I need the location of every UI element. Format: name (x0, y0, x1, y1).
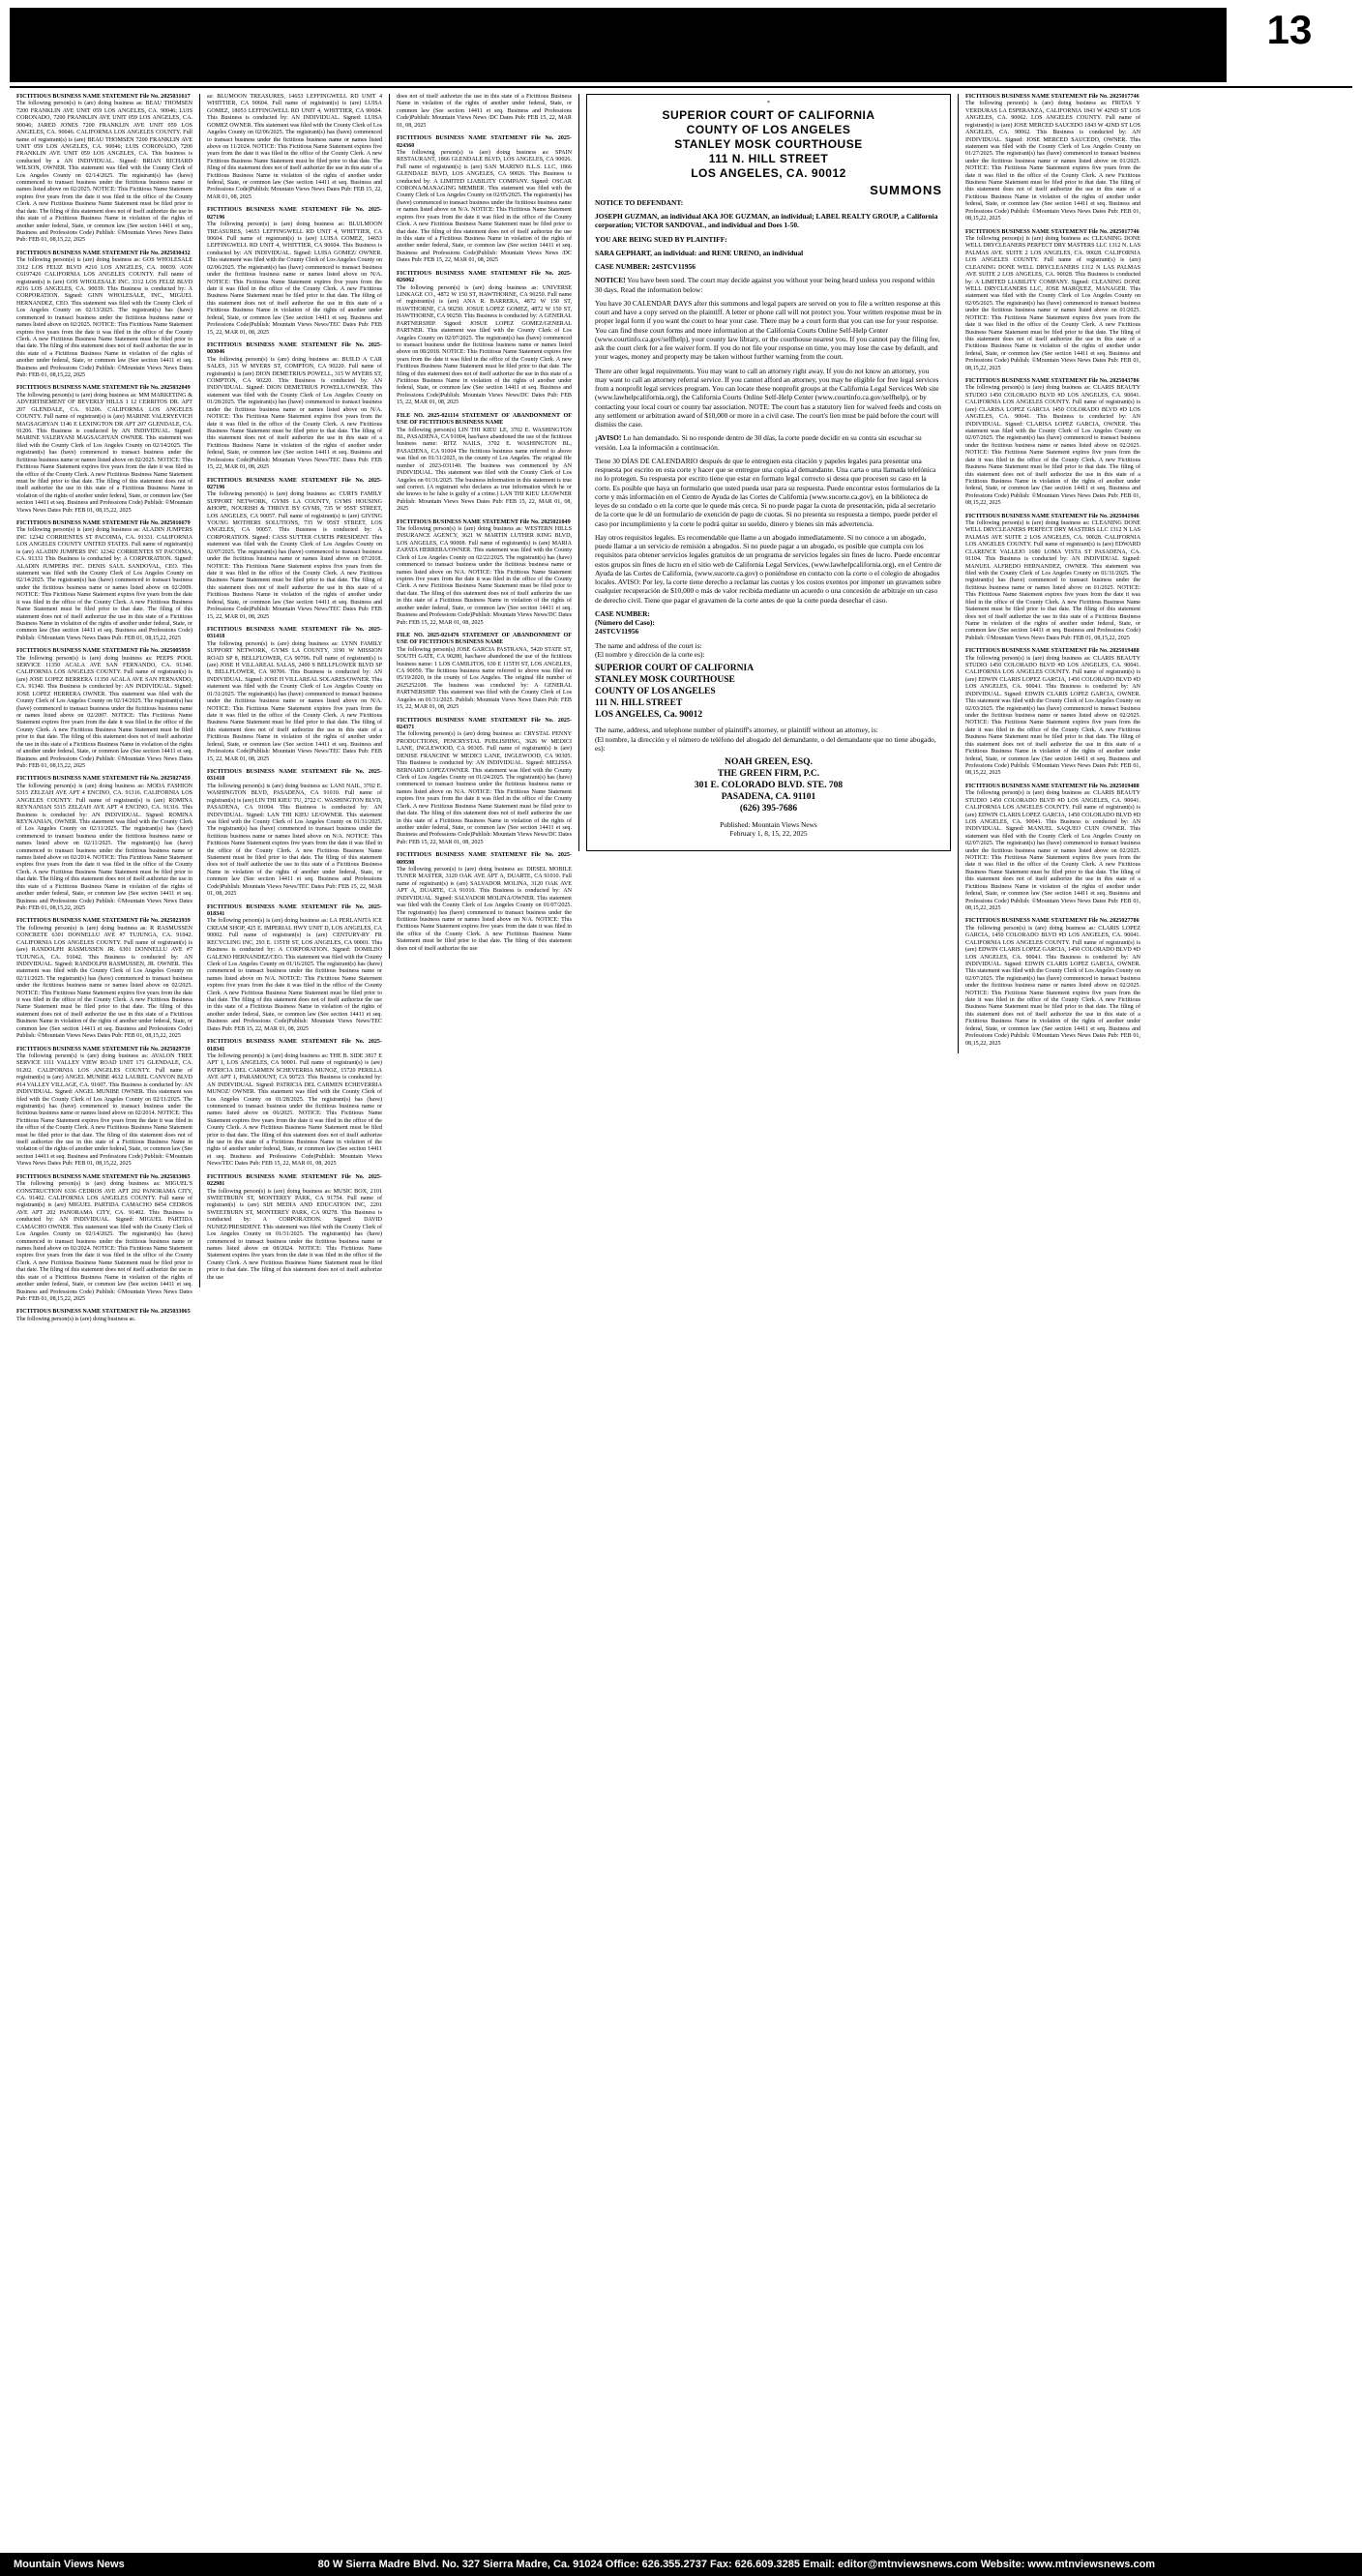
summons-word: SUMMONS (870, 182, 942, 197)
court-address-line-5: LOS ANGELES, Ca. 90012 (595, 709, 703, 720)
attorney-address: 301 E. COLORADO BLVD. STE. 708 (694, 780, 844, 790)
notice (397, 135, 572, 265)
attorney-label-spanish: (El nombre, la dirección y el número de teléfono del abogado del demandante, o del demandante que no tiene abogado, es): (595, 734, 936, 753)
attorney-firm: THE GREEN FIRM, P.C. (717, 769, 820, 779)
notice-body: The following person(s) is (are) doing business as: CURTS FAMILY SUPPORT NETWORK, GYMS LA COUNTY, GYMS HOUSING &HOPE, NOURISH & THRIVE BY GYMS, 735 W 95ST STREET, LOS ANGELES, CA 90057. Full name of registrant(s) is (are) GIVING YOUNG MOTHERS SOLUTIONS, 735 W 95ST STREET, LOS ANGELES, CA 90057. This Business is conducted by: A CORPORATION. Signed: CASS SUTTER CURTIS PRESIDENT. This statement was filed with the County Clerk of Los Angeles County on 02/07/2025. The registrant(s) has (have) commenced to transact business under the fictitious business name or names listed above on 07/2018. NOTICE: This Fictitious Name Statement expires five years from the date it was filed in the office of the County Clerk. A new Fictitious Business Name Statement must be filed prior to that date. The filing of this statement does not of itself authorize the use in this state of a Fictitious Business Name in violation of the rights of another under federal, State, or common law (See section 14411 et seq. Business and Professions Code)Publish: Mountain Views News/TEC Dates Pub: FEB 15, 22, MAR 01, 08, 2025 (207, 491, 382, 620)
notice (397, 718, 572, 847)
notice-body: The following person(s) JOSE GARCIA PASTRANA, 5420 STATE ST, SOUTH GATE, CA 90280, has/have abandoned the use of the fictitious business name: 1 LOS CAMILITOS, 630 E 115TH ST, LOS ANGELES, CA 90059. The fictitious business name referred to above was filed on 05/19/2020, in the county of Los Angeles. The original file number of 2025252108. The business was conducted by: A GENERAL PARTNERSHIP. This statement was filed with the County Clerk of Los Angeles on 01/31/2025. Publish: Mountain Views News Dates Pub: FEB 15, 22, MAR 01, 08, 2025 (397, 646, 572, 711)
notice-heading: FICTITIOUS BUSINESS NAME STATEMENT File No. 2025029739 (16, 1046, 191, 1052)
notice-body: The following person(s) is (are) doing business as: AVALON TREE SERVICE 1111 VALLEY VIEW ROAD UNIT 171 GLENDALE, CA. 91202. CALIFORNIA LOS ANGELES COUNTY. Full name of registrant(s) is (are) ANGEL MUNIBE 4632 LAUREL CANYON BLVD #14 VALLEY VILLAGE, CA. 91607. This Business is conducted by: AN INDIVIDUAL. Signed: ANGEL MUNIBE OWNER. This statement was filed with the County Clerk of Los Angeles County on 02/11/2025. The registrant(s) has (have) commenced to transact business under the fictitious business name or names listed above on 02/2014. NOTICE: This Fictitious Name Statement expires five years from the date it was filed in the office of the County Clerk. A new Fictitious Business Name Statement must be filed prior to that date. The filing of this statement does not of itself authorize the use in this state of a Fictitious Business Name in violation of the rights of another under federal, State, or common law (See section 14411 et seq. Business and Professions Code) Publish: ©Mountain Views News Dates Pub: FEB 01, 08,15,22, 2025 (16, 1053, 192, 1168)
notice (397, 633, 572, 712)
attorney-phone: (626) 395-7686 (739, 803, 798, 814)
notice-heading: FICTITIOUS BUSINESS NAME STATEMENT File No. 2025-031418 (207, 768, 382, 783)
notice-heading: FICTITIOUS BUSINESS NAME STATEMENT File No. 2025033065 (16, 1309, 191, 1316)
notice-heading: FICTITIOUS BUSINESS NAME STATEMENT File No. 2025027459 (16, 776, 191, 783)
notice (207, 627, 382, 763)
notice-columns (10, 94, 1352, 1329)
notice (207, 342, 382, 472)
notice-body: The following person(s) is (are) doing business as: LYNN FAMILY SUPPORT NETWORK, GYMS LA COUNTY, 3190 W MISSION ROAD SP 8, BELLFLOWER, CA 90706. Full name of registrant(s) is (are) JOSE H VILLAREAL SALAS, 2400 S BELLFLOWER BLVD SP 8, BELLFLOWER, CA 90706. This Business is conducted by: AN INDIVIDUAL. Signed: JOSE H VILLAREAL SOLARES/OWNER. This statement was filed with the County Clerk of Los Angeles County on 01/31/2025. The registrant(s) has (have) commenced to transact business under the fictitious business name or names listed above on N/A. NOTICE: This Fictitious Name Statement expires five years from the date it was filed in the office of the County Clerk. A new Fictitious Business Name Statement must be filed prior to that date. The filing of this statement does not of itself authorize the use in this state of a Fictitious Business Name in violation of the rights of another under federal, State, or common law (See section 14411 et seq. Business and Professions Code)Publish: Mountain Views News/TEC Dates Pub: FEB 15, 22, MAR 01, 08, 2025 (207, 640, 382, 762)
notice-body: The following person(s) is (are) doing business as: BLULMOON TREASURES, 14653 LEFFINGWELL RD UNIT 4, WHITTIER, CA 90604. Full name of registrant(s) is (are) LUISA GOMEZ, 14653 LEFFINGWELL RD UNIT 4, WHITTIER, CA 90604. This Business is conducted by: AN INDIVIDUAL. Signed: LUISA GOMEZ/ OWNER. This statement was filed with the County Clerk of Los Angeles County on 02/06/2025. The registrant(s) has (have) commenced to transact business under the fictitious business name or names listed above on N/A. NOTICE: This Fictitious Name Statement expires five years from the date it was filed in the office of the County Clerk. A new Fictitious Business Name Statement must be filed prior to that date. The filing of this statement does not of itself authorize the use in this state of a Fictitious Business Name in violation of the rights of another under federal, State, or common law (See section 14411 et seq. Business and Professions Code)Publish: Mountain Views News/TEC Dates Pub: FEB 15, 22, MAR 01, 08, 2025 (207, 222, 382, 336)
notice-body: The following person(s) is (are) doing business as: DIESEL MOBILE TUNER MASTER, 3120 OAK AVE APT A, DUARTE, CA 91010. Full name of registrant(s) is (are) SALVADOR MOLINA, 3120 OAK AVE APT A, DUARTE, CA 91010. This Business is conducted by: AN INDIVIDUAL. Signed: SALVADOR MOLINA/OWNER. This statement was filed with the County Clerk of Los Angeles County on 01/07/2025. The registrant(s) has (have) commenced to transact business under the fictitious business name or names listed above on N/A. NOTICE: This Fictitious Name Statement expires five years from the date it was filed in the office of the County Clerk. A new Fictitious Business Name Statement must be filed prior to that date. The filing of this statement does not of itself authorize the use (397, 867, 572, 952)
column-summons (578, 94, 958, 851)
notice (397, 271, 572, 407)
notice (397, 94, 572, 130)
notice-body: The following person(s) is (are) doing business as: UNIVERSE LINKAGE CO., 4872 W 150 ST, HAWTHORNE, CA 90250. Full name of registrant(s) is (are) ANA R. BARRERA, 4872 W 150 ST, HAWTHORNE, CA 90250. JOSUE LOPEZ GOMEZ, 4872 W 150 ST, HAWTHORNE, CA 90250. This Business is conducted by: A GENERAL PARTNERSHIP. Signed: JOSUE LOPEZ GOMEZ/GENERAL PARTNER. This statement was filed with the County Clerk of Los Angeles County on 02/07/2025. The registrant(s) has (have) commenced to transact business under the fictitious business name or names listed above on 08/2018. NOTICE: This Fictitious Name Statement expires five years from the date it was filed in the office of the County Clerk. A new Fictitious Business Name Statement must be filed prior to that date. The filing of this statement does not of itself authorize the use in this state of a Fictitious Business Name in violation of the rights of another under federal, State, or common law (See section 14411 et seq. Business and Professions Code)Publish: Mountain Views News/DC Dates Pub: FEB 15, 22, MAR 01, 08, 2025 (397, 284, 572, 406)
case-number-label-2: CASE NUMBER: (595, 608, 650, 618)
notice-heading: FICTITIOUS BUSINESS NAME STATEMENT File No. 2025041946 (965, 513, 1140, 519)
notice (16, 385, 192, 515)
notice-body: The following person(s) is (are) doing business as: CLEANING DONE WELL DRYCLEANERS PERFECT DRY MASTERS LLC 1312 N LAS PALMAS AVE SUITE 2 LOS ANGELES, CA. 90028. CALIFORNIA LOS ANGELES COUNTY. Full name of registrant(s) is (are) EDWARD CLARENCE VALLEJO 1680 LOMA VISTA ST PASADENA, CA. 91104. This Business is conducted by: AN INDIVIDUAL Signed: MANUEL ALFREDO HERNANDEZ, OWNER. This statement was filed with the County Clerk of Los Angeles County on 01/31/2025. The registrant(s) has (have) commenced to transact business under the fictitious business name or names listed above on 01/2025. NOTICE: This Fictitious Name Statement expires five years from the date it was filed in the office of the County Clerk. A new Fictitious Business Name Statement must be filed prior to that date. The filing of this statement does not of itself authorize the use in this state of a Fictitious Business Name in violation of the rights of another under federal, State, or common law (See section 14411 et seq. Business and Professions Code) Publish: ©Mountain Views News Dates Pub: FEB 01, 08,15,22, 2025 (965, 520, 1140, 641)
page-number-box (1227, 8, 1352, 82)
column-3 (389, 94, 578, 959)
notice-heading: FICTITIOUS BUSINESS NAME STATEMENT File No. 2025043786 (965, 378, 1140, 385)
footer-contact-info: 80 W Sierra Madre Blvd. No. 327 Sierra Madre, Ca. 91024 Office: 626.355.2737 Fax: 626.609.3285 Email: editor@mtnviewsnews.com Website: www.mtnviewsnews.com (317, 2559, 1156, 2570)
notice-heading: FICTITIOUS BUSINESS NAME STATEMENT File No. 2025-022981 (207, 1173, 382, 1188)
notice (207, 1039, 382, 1169)
summons-court-line-5: LOS ANGELES, CA. 90012 (691, 165, 846, 180)
notice (207, 478, 382, 621)
notice-heading: FICTITIOUS BUSINESS NAME STATEMENT File No. 2025019488 (965, 783, 1140, 789)
notice (207, 207, 382, 337)
notice-body: The following person(s) is (are) doing business as: GOS WHOLESALE 3312 LOS FELIZ BLVD #216 LOS ANGELES, CA. 90039. AON C6197426 CALIFORNIA LOS ANGELES COUNTY. Full name of registrant(s) is (are) GOS WHOLESALE INC. 3312 LOS FELIZ BLVD #216 LOS ANGELES, CA. 90039. This Business is conducted by: A CORPORATION. Signed: GINN WHOLESALE, INC., MIGUEL HERNANDEZ, CEO. This statement was filed with the County Clerk of Los Angeles County on 02/13/2025. The registrant(s) has (have) commenced to transact business under the fictitious business name or names listed above on 02/2025. NOTICE: This Fictitious Name Statement expires five years from the date it was filed in the office of the County Clerk. A new Fictitious Business Name Statement must be filed prior to that date. The filing of this statement does not of itself authorize the use in this state of a Fictitious Business Name in violation of the rights of another under federal, State, or common law (See section 14411 et seq. Business and Professions Code) Publish: ©Mountain Views News Dates Pub: FEB 01, 08,15,22, 2025 (16, 257, 192, 379)
notice (207, 769, 382, 899)
case-number-label-spanish: (Número del Caso): (595, 618, 655, 627)
notice (965, 94, 1140, 223)
attorney-label: The name, address, and telephone number of plaintiff's attorney, or plaintiff without an attorney, is: (595, 725, 878, 735)
notice (16, 94, 192, 245)
notice-body: as: BLUMOON TREASURES, 14653 LEFFINGWELL RD UNIT 4 WHITTIER, CA 90604. Full name of registrant(s) is (are) LUISA GOMEZ, 18053 LEFFINGWELL RD UNIT 4, WHITTIER, CA 90604. This Business is conducted by: AN INDIVIDUAL. Signed: LUISA GOMEZ OWNER. This statement was filed with the County Clerk of Los Angeles County on 02/06/2025. The registrant(s) has (have) commenced to transact business under the fictitious business name or names listed above on 11/2024. NOTICE: This Fictitious Name Statement expires five years from the date it was filed in the office of the County Clerk. A new Fictitious Business Name Statement must be filed prior to that date. The filing of this statement does not of itself authorize the use in this state of a Fictitious Business Name in violation of the rights of another under federal, State, or common law (See section 14411 et seq. Business and Professions Code)Publish: Mountain Views News Dates Pub: FEB 15, 22, MAR 01, 08, 2025 (207, 94, 382, 200)
masthead-divider (10, 86, 1352, 88)
notice (16, 520, 192, 642)
notice-heading: FICTITIOUS BUSINESS NAME STATEMENT File No. 2025-026062 (397, 270, 572, 284)
masthead (10, 8, 1352, 82)
notice (16, 251, 192, 380)
notice-body: The following person(s) is (are) doing business as: CLARIS LOPEZ GARCIA, 1450 COLORADO BLVD #D LOS ANGELES, CA. 90041. CALIFORNIA LOS ANGELES COUNTY. Full name of registrant(s) is (are) EDWIN CLARIS LOPEZ GARCIA, 1450 COLORADO BLVD #D LOS ANGELES, CA. 90041. This Business is conducted by: AN INDIVIDUAL. Signed: EDWIN CLARIS LOPEZ GARCIA, OWNER. This statement was filed with the County Clerk of Los Angeles County on 02/07/2025. The registrant(s) has (have) commenced to transact business under the fictitious business name or names listed above on 02/2025. NOTICE: This Fictitious Name Statement expires five years from the date it was filed in the office of the County Clerk. A new Fictitious Business Name Statement must be filed prior to that date. The filing of this statement does not of itself authorize the use in this state of a Fictitious Business Name in violation of the rights of another under federal, State, or common law (See section 14411 et seq. Business and Professions Code) Publish: ©Mountain Views News Dates Pub: FEB 01, 08,15,22, 2025 (965, 925, 1140, 1047)
notice-heading: FICTITIOUS BUSINESS NAME STATEMENT File No. 2025-018341 (207, 903, 382, 917)
notice-heading: FICTITIOUS BUSINESS NAME STATEMENT File No. 2025-027196 (207, 477, 382, 490)
publish-line: Published: Mountain Views News (720, 819, 817, 829)
case-number-value: 24STCV11956 (651, 262, 696, 271)
notice-heading: FILE NO. 2025-021476 STATEMENT OF ABANDONMENT OF USE OF FICTITIOUS BUSINESS NAME (397, 632, 572, 646)
notice (16, 918, 192, 1040)
notice-body: The following person(s) is (are) doing business as: LA PERLANITA ICE CREAM SHOP, 425 E. IMPERIAL HWY UNIT D, LOS ANGELES, CA 90002. Full name of registrant(s) is (are) CENTURY-RY FR RECYCLING INC, 293 E. 135TH ST, LOS ANGELES, CA 90001. This Business is conducted by: A CORPORATION. Signed: DOMILDO GALENO HERNANDEZ/CEO. This statement was filed with the County Clerk of Los Angeles County on 01/16/2025. The registrant(s) has (have) commenced to transact business under the fictitious business name or names listed above on N/A. NOTICE: This Fictitious Name Statement expires five years from the date it was filed in the office of the County Clerk. A new Fictitious Business Name Statement must be filed prior to that date. The filing of this statement does not of itself authorize the use in this state of a Fictitious Business Name in violation of the rights of another under federal, State, or common law (See section 14411 et seq. Business and Professions Code)Publish: Mountain Views News/TEC Dates Pub: FEB 15, 22, MAR 01, 08, 2025 (207, 918, 382, 1032)
notice-heading: FICTITIOUS BUSINESS NAME STATEMENT File No. 2025027786 (965, 918, 1140, 925)
notice (207, 904, 382, 1034)
notice (207, 94, 382, 201)
notice-body: The following person(s) is (are) doing business as: SPAIN RESTAURANT, 1866 GLENDALE BLVD, LOS ANGELES, CA 90026. Full name of registrant(s) is (are) SAN MARINO B.L.S. LLC, 1866 GLENDALE BLVD, LOS ANGELES, CA 90026. This Business is conducted by: A LIMITED LIABILITY COMPANY. Signed: OSCAR CORONA/MANAGING MEMBER. This statement was filed with the County Clerk of Los Angeles County on 02/05/2025. The registrant(s) has (have) commenced to transact business under the fictitious business name or names listed above on N/A. NOTICE: This Fictitious Name Statement expires five years from the date it was filed in the office of the County Clerk. A new Fictitious Business Name Statement must be filed prior to that date. The filing of this statement does not of itself authorize the use in this state of a Fictitious Business Name in violation of the rights of another under federal, State, or common law (See section 14411 et seq. Business and Professions Code)Publish: Mountain Views News /DC Dates Pub: FEB 15, 22, MAR 01, 08, 2025 (397, 149, 572, 264)
column-1 (10, 94, 199, 1329)
page-number: 13 (1266, 7, 1313, 52)
masthead-subtitle: Mountain View News Saturday, February 15, 2025 (921, 60, 1215, 74)
notice (16, 648, 192, 770)
notice-heading: FICTITIOUS BUSINESS NAME STATEMENT File No. 2025005959 (16, 648, 191, 655)
notice-body: The following person(s) is (are) doing business as: MODA FASHION 5315 ZELZAH AVE APT 4 ENCINO, CA. 91316. CALIFORNIA LOS ANGELES COUNTY. Full name of registrant(s) is (are) ROMINA REYNANIAN 5315 ZELZAH AVE APT 4 ENCINO, CA. 91316. This Business is conducted by: AN INDIVIDUAL. Signed: ROMINA REYNANIAN, OWNER. This statement was filed with the County Clerk of Los Angeles County on 02/11/2025. The registrant(s) has (have) commenced to transact business under the fictitious business name or names listed above on 02/11/2025. The registrant(s) has (have) commenced to transact business under the fictitious business name or names listed above on 02/2014. NOTICE: This Fictitious Name Statement expires five years from the date it was filed in the office of the County Clerk. A new Fictitious Business Name Statement must be filed prior to that date. The filing of this statement does not of itself authorize the use in this state of a Fictitious Business Name in violation of the rights of another under federal, State, or common law (See section 14411 et seq. Business and Professions Code) Publish: ©Mountain Views News Dates Pub: FEB 01, 08,15,22, 2025 (16, 783, 192, 911)
court-address-label-spanish: (El nombre y dirección de la corte es): (595, 649, 705, 659)
case-number-value-2: 24STCV11956 (595, 627, 639, 637)
notice (965, 918, 1140, 1048)
notice (16, 1047, 192, 1169)
footer-publication-name: Mountain Views News (14, 2559, 125, 2570)
summons-paragraph-1: You have 30 CALENDAR DAYS after this summons and legal papers are served on you to file a written response at this court and have a copy served on the plaintiff. A letter or phone call will not protect you. Your written response must be in proper legal form if you want the court to hear your case. There may be a court form that you can use for your response. You can find these court forms and more information at the California Courts Online Self-Help Center (www.courtinfo.ca.gov/selfhelp), your county law library, or the courthouse nearest you. If you cannot pay the filing fee, ask the court clerk for a fee waiver form. If you do not file your response on time, you may lose the case by default, and your wages, money and property may be taken without further warning from the court. (595, 298, 942, 362)
summons-court-line-1: SUPERIOR COURT OF CALIFORNIA (662, 107, 875, 122)
masthead-banner (10, 8, 1227, 82)
notice-body: The following person(s) is (are) doing business as: LANI NAIL, 3702 E. WASHINGTON BLVD, PASADENA, CA 91010. Full name of registrant(s) is (are) LIN THI KIEU TU, 2722 C. WASHINGTON BLVD, PASADENA, CA 91004. This Business is conducted by: AN INDIVIDUAL. Signed: LAN THI KIEU LE/OWNER. This statement was filed with the County Clerk of Los Angeles County on 01/31/2025. The registrant(s) has (have) commenced to transact business under the fictitious business name or names listed above on N/A. NOTICE: This Fictitious Name Statement expires five years from the date it was filed in the office of the County Clerk. A new Fictitious Business Name Statement must be filed prior to that date. The filing of this statement does not of itself authorize the use in this state of a Fictitious Business Name in violation of the rights of another under federal, State, or common law (See section 14411 et seq. Business and Professions Code)Publish: Mountain Views News/TEC Dates Pub: FEB 15, 22, MAR 01, 08, 2025 (207, 783, 382, 898)
notice-body: The following person(s) is (are) doing business as: CRYSTAL PENNY PRODUCTIONS, PENCRYSTAL PUBLISHING, 3626 W MEDICI LANE, INGLEWOOD, CA 90305. Full name of registrant(s) is (are) DENISE FRANCINE W MEDICI LANE, INGLEWOOD, CA 90305. This Business is conducted by: AN INDIVIDUAL. Signed: MELISSA BERNARD LOPEZ/OWNER. This statement was filed with the County Clerk of Los Angeles County on 01/24/2025. The registrant(s) has (have) commenced to transact business under the fictitious business name or names listed above on N/A. NOTICE: This Fictitious Name Statement expires five years from the date it was filed in the office of the County Clerk. A new Fictitious Business Name Statement must be filed prior to that date. The filing of this statement does not of itself authorize the use in this state of a Fictitious Business Name in violation of the rights of another under federal, State, or common law (See section 14411 et seq. Business and Professions Code)Publish: Mountain Views News/DC Dates Pub: FEB 15, 22, MAR 01, 08, 2025 (397, 731, 572, 845)
notice-body: The following person(s) is (are) doing business as: R RASMUSSEN CONCRETE 6301 DONNELLU AVE #7 TUJUNGA, CA. 91042. CALIFORNIA LOS ANGELES COUNTY. Full name of registrant(s) is (are) RANDOLPH RASMUSSEN JR. 6301 DONNELLU AVE #7 TUJUNGA, CA. 91042. This Business is conducted by: AN INDIVIDUAL. Signed: RANDOLPH RASMUSSEN, JR. OWNER. This statement was filed with the County Clerk of Los Angeles County on 02/11/2025. The registrant(s) has (have) commenced to transact business under the fictitious business name or names listed above on 02/2025. NOTICE: This Fictitious Name Statement expires five years from the date it was filed in the office of the County Clerk. A new Fictitious Business Name Statement must be filed prior to that date. The filing of this statement does not of itself authorize the use in this state of a Fictitious Business Name in violation of the rights of another under federal, State, or common law (See section 14411 et seq. Business and Professions Code) Publish: ©Mountain Views News Dates Pub: FEB 01, 08,15,22, 2025 (16, 925, 192, 1040)
notice-heading: FICTITIOUS BUSINESS NAME STATEMENT File No. 2025-027196 (207, 207, 382, 221)
notice-intro-text: You have been sued. The court may decide against you without your being heard unless you respond within 30 days. Read the information below: (595, 276, 935, 294)
notice-heading: FICTITIOUS BUSINESS NAME STATEMENT File No. 2025-018341 (207, 1039, 382, 1052)
notice-heading: FICTITIOUS BUSINESS NAME STATEMENT File No. 2025-031418 (207, 626, 382, 640)
legal-notices-page (0, 8, 1362, 2576)
notice-body: The following person(s) is (are) doing business as: MIGUEL'S CONSTRUCTION 6336 CEDROS AVE APT 202 PANORAMA CITY, CA. 91402. CALIFORNIA LOS ANGELES COUNTY. Full name of registrant(s) is (are) MIGUEL PARTIDA CAMACHO 8454 CEDROS AVE APT 202 PANORAMA CITY, CA. 91402. This Business is conducted by: AN INDIVIDUAL. Signed: MIGUEL PARTIDA CAMACHO OWNER. This statement was filed with the County Clerk of Los Angeles County on 02/14/2025. The registrant(s) has (have) commenced to transact business under the fictitious business name or names listed above on 02/2024. NOTICE: This Fictitious Name Statement expires five years from the date it was filed in the office of the County Clerk. A new Fictitious Business Name Statement must be filed prior to that date. The filing of this statement does not of itself authorize the use in this state of a Fictitious Business Name in violation of the rights of another under federal, State, or common law (See section 14411 et seq. Business and Professions Code) Publish: ©Mountain Views News Dates Pub: FEB 01, 08,15,22, 2025 (16, 1181, 192, 1302)
page-footer (0, 2553, 1362, 2576)
notice (965, 378, 1140, 508)
notice-body: The following person(s) is (are) doing business as: CLARIS BEAUTY STUDIO 1450 COLORADO BLVD #D LOS ANGELES, CA. 90041. CALIFORNIA LOS ANGELES COUNTY. Full name of registrant(s) is (are) EDWIN CLARIS LOPEZ GARCIA, 1450 COLORADO BLVD #D LOS ANGELES, CA. 90041. This Business is conducted by: AN INDIVIDUAL. Signed: MANUEL SAQUEO CUIN OWNER. This statement was filed with the County Clerk of Los Angeles County on 02/07/2025. The registrant(s) has (have) commenced to transact business under the fictitious business name or names listed above on 02/2025. NOTICE: This Fictitious Name Statement expires five years from the date it was filed in the office of the County Clerk. A new Fictitious Business Name Statement must be filed prior to that date. The filing of this statement does not of itself authorize the use in this state of a Fictitious Business Name in violation of the rights of another under federal, State, or common law (See section 14411 et seq. Business and Professions Code) Publish: ©Mountain Views News Dates Pub: FEB 01, 08,15,22, 2025 (965, 790, 1140, 911)
column-5 (958, 94, 1147, 1053)
notice-body: The following person(s) is (are) doing business as: WESTERN HILLS INSURANCE AGENCY, 3621 W MARTIN LUTHER KING BLVD, LOS ANGELES, CA 90008. Full name of registrant(s) is (are) MARIA ZAPATA HERRERA/OWNER. This statement was filed with the County Clerk of Los Angeles County on 02/22/2025. The registrant(s) has (have) commenced to transact business under the fictitious business name or names listed above on N/A. NOTICE: This Fictitious Name Statement expires five years from the date it was filed in the office of the County Clerk. A new Fictitious Business Name Statement must be filed prior to that date. The filing of this statement does not of itself authorize the use in this state of a Fictitious Business Name in violation of the rights of another under federal, State, or common law (See section 14411 et seq. Business and Professions Code)Publish: Mountain Views News/DC Dates Pub: FEB 15, 22, MAR 01, 08, 2025 (397, 526, 572, 626)
court-address-line-1: SUPERIOR COURT OF CALIFORNIA (595, 664, 755, 673)
notice-body: The following person(s) is (are) doing business as: CLARIS BEAUTY STUDIO 1450 COLORADO BLVD #D LOS ANGELES, CA. 90041. CALIFORNIA LOS ANGELES COUNTY. Full name of registrant(s) is (are) CLARISA LOPEZ GARCIA 1450 COLORADO BLVD #D LOS ANGELES, CA. 90041. This Business is conducted by: AN INDIVIDUAL. Signed: CLARISA LOPEZ GARCIA, OWNER. This statement was filed with the County Clerk of Los Angeles County on 02/07/2025. The registrant(s) has (have) commenced to transact business under the fictitious business name or names listed above on 02/2025. NOTICE: This Fictitious Name Statement expires five years from the date it was filed in the office of the County Clerk. A new Fictitious Business Name Statement must be filed prior to that date. The filing of this statement does not of itself authorize the use in this state of a Fictitious Business Name in violation of the rights of another under federal, State, or common law (See section 14411 et seq. Business and Professions Code) Publish: ©Mountain Views News Dates Pub: FEB 01, 08,15,22, 2025 (965, 385, 1140, 507)
summons-court-line-4: 111 N. HILL STREET (708, 151, 829, 165)
notice (397, 852, 572, 953)
summons-court-line-3: STANLEY MOSK COURTHOUSE (674, 136, 863, 151)
notice-body: The following person(s) is (are) doing business as: MUSIC BOX, 2101 SWEETBURN ST, MONTEREY PARK, CA 91754. Full name of registrant(s) is (are) SIJI MEDIA AND EDUCATION INC, 2201 SWEETBURN ST, MONTEREY PARK, CA 90278. This Business is conducted by: A CORPORATION. Signed: DAVID NUNEZ/PRESIDENT. This statement was filed with the County Clerk of Los Angeles County on 01/31/2025. The registrant(s) has (have) commenced to transact business under the fictitious business name or names listed above on 08/2024. NOTICE: This Fictitious Name Statement expires five years from the date it was filed in the office of the County Clerk. A new Fictitious Business Name Statement must be filed prior to that date. The filing of this statement does not of itself authorize the use (207, 1188, 382, 1281)
notice (965, 229, 1140, 372)
notice (965, 648, 1140, 778)
defendant-names: JOSEPH GUZMAN, an individual AKA JOE GUZMAN, an individual; LABEL REALTY GROUP, a California corporation; VICTOR SANDOVAL, and individual and Does 1-50. (595, 212, 938, 230)
notice (397, 413, 572, 514)
court-address-line-2: STANLEY MOSK COURTHOUSE (595, 674, 735, 685)
summons-notice (586, 94, 951, 851)
notice-heading: FICTITIOUS BUSINESS NAME STATEMENT File No. 2025-024371 (397, 717, 572, 731)
you-are-being-sued-label: YOU ARE BEING SUED BY PLAINTIFF: (595, 234, 727, 244)
summons-court-line-2: COUNTY OF LOS ANGELES (686, 122, 851, 136)
notice-to-defendant-label: NOTICE TO DEFENDANT: (595, 197, 684, 207)
notice-body: The following person(s) is (are) doing business as: CLARIS BEAUTY STUDIO 1450 COLORADO BLVD #D LOS ANGELES, CA. 90041. CALIFORNIA LOS ANGELES COUNTY. Full name of registrant(s) is (are) EDWIN CLARIS LOPEZ GARCIA, 1450 COLORADO BLVD #D LOS ANGELES, CA. 90041. This Business is conducted by: AN INDIVIDUAL. Signed: EDWIN CLARIS LOPEZ GARCIA, OWNER. This statement was filed with the County Clerk of Los Angeles County on 02/03/2025. The registrant(s) has (have) commenced to transact business under the fictitious business name or names listed above on 02/2025. NOTICE: This Fictitious Name Statement expires five years from the date it was filed in the office of the County Clerk. A new Fictitious Business Name Statement must be filed prior to that date. The filing of this statement does not of itself authorize the use in this state of a Fictitious Business Name in violation of the rights of another under federal, State, or common law (See section 14411 et seq. Business and Professions Code) Publish: ©Mountain Views News Dates Pub: FEB 01, 08,15,22, 2025 (965, 655, 1140, 777)
notice-body: does not of itself authorize the use in this state of a Fictitious Business Name in violation of the rights of another under federal, State, or common law (See section 14411 et seq. Business and Professions Code)Publish: Mountain Views News /DC Dates Pub: FEB 15, 22, MAR 01, 08, 2025 (397, 94, 572, 129)
notice-body: The following person(s) is (are) doing business as: BUILD A CAR SALES, 315 W MYERS ST, COMPTON, CA 90220. Full name of registrant(s) is (are) DION DEMETRIUS POWELL, 315 W MYERS ST, COMPTON, CA 90220. This Business is conducted by: AN INDIVIDUAL. Signed: DION DEMETRIUS POWELL/OWNER. This statement was filed with the County Clerk of Los Angeles County on 01/28/2025. The registrant(s) has (have) commenced to transact business under the fictitious business name or names listed above on N/A. NOTICE: This Fictitious Name Statement expires five years from the date it was filed in the office of the County Clerk. A new Fictitious Business Name Statement must be filed prior to that date. The filing of this statement does not of itself authorize the use in this state of a Fictitious Business Name in violation of the rights of another under federal, State, or common law (See section 14411 et seq. Business and Professions Code)Publish: Mountain Views News/TEC Dates Pub: FEB 15, 22, MAR 01, 08, 2025 (207, 356, 382, 471)
aviso-head: ¡AVISO! (595, 433, 622, 443)
aviso-intro-text: Lo han demandado. Si no responde dentro de 30 días, la corte puede decidir en su contra sin escuchar su versión. Lea la información a continuación. (595, 433, 922, 452)
notice-body: The following person(s) is (are) doing business as: BEAU THOMSEN 7200 FRANKLIN AVE UNIT 059 LOS ANGELES, CA. 90046; LUIS CORONADO, 7200 FRANKLIN AVE UNIT 059 LOS ANGELES, CA. 90046; JARED JONES 7200 FRANKLIN AVE UNIT 059 LOS ANGELES, CA. 90046. CALIFORNIA LOS ANGELES COUNTY. Full name of registrant(s) is (are) BEAU THOMSEN 7200 FRANKLIN AVE UNIT 059 LOS ANGELES, CA. 90046; LUIS CORONADO, 7200 FRANKLIN AVE UNIT 059 LOS ANGELES, CA. This business is conducted by a AN INDIVIDUAL. Signed: BRIAN RICHARD WILSON, OWNER. This statement was filed with the County Clerk of Los Angeles County on 02/14/2025. The registrant(s) has (have) commenced to transact business under the fictitious business name or names listed above on 02/2025. NOTICE: This Fictitious Name Statement expires five years from the date it was filed in the office of the County Clerk. A new Fictitious Business Name Statement must be filed prior to that date. The filing of this statement does not of itself authorize the use in this state of a Fictitious Business Name in violation of the rights of another under federal, State, or common law (See section 14411 et seq., Business and Professions Code) Publish: ©Mountain Views News Dates Pub: FEB 01, 08,15,22, 2025 (16, 101, 192, 244)
case-number-label: CASE NUMBER: (595, 262, 650, 271)
notice-heading: FICTITIOUS BUSINESS NAME STATEMENT File No. 2025-009598 (397, 852, 572, 866)
notice (16, 776, 192, 912)
notice (16, 1309, 192, 1323)
notice-body: The following person(s) is (are) doing business as: FRITAS Y VERDURAS LA ESPERANZA, CALIFORNIA 1843 W 42ND ST LOS ANGELES, CA. 90062. LOS ANGELES COUNTY. Full name of registrant(s) is (are) JOSE MERCED SAUCEDO 1843 W 42ND ST LOS ANGELES, CA. 90062. This Business is conducted by: AN INDIVIDUAL. Signed: JOSE MERCED SAUCEDO, OWNER. This statement was filed with the County Clerk of Los Angeles County on 01/27/2025. The registrant(s) has (have) commenced to transact business under the fictitious business name or names listed above on 01/2025. NOTICE: This Fictitious Name Statement expires five years from the date it was filed in the office of the County Clerk. A new Fictitious Business Name Statement must be filed prior to that date. The filing of this statement does not of itself authorize the use in this state of a Fictitious Business Name in violation of the rights of another under federal, State, or common law (See section 14411 et seq. Business and Professions Code) Publish: ©Mountain Views News Dates Pub: FEB 01, 08,15,22, 2025 (965, 101, 1140, 222)
notice-heading: FICTITIOUS BUSINESS NAME STATEMENT File No. 2025019488 (965, 648, 1140, 655)
notice-heading: FICTITIOUS BUSINESS NAME STATEMENT File No. 2025030432 (16, 250, 191, 256)
summons-form-marker: * (767, 101, 770, 106)
summons-spanish-paragraph-2: Hay otros requisitos legales. Es recomendable que llame a un abogado inmediatamente. Si no conoce a un abogado, puede llamar a un servicio de remisión a abogados. Si no puede pagar a un abogado, es posible que cumpla con los requisitos para obtener servicios legales gratuitos de un programa de servicios legales sin fines de lucro. Puede encontrar estos grupos sin fines de lucro en el sitio web de California Legal Services, (www.lawhelpcalifornia.org), en el Centro de Ayuda de las Cortes de California, (www.sucorte.ca.gov) o poniéndose en contacto con la corte o el colegio de abogados locales. AVISO: Por ley, la corte tiene derecho a reclamar las cuotas y los costos exentos por imponer un gravamen sobre cualquier recuperación de $10,000 o más de valor recibida mediante un acuerdo o una concesión de arbitraje en un caso de derecho civil. Tiene que pagar el gravamen de la corte antes de que la corte pueda desechar el caso. (595, 532, 942, 605)
notice-heading: FICTITIOUS BUSINESS NAME STATEMENT File No. 2025033065 (16, 1173, 191, 1180)
page-title: LEGAL NOTICES (439, 11, 797, 58)
notice-body: The following person(s) is (are) doing business as: ALADIN JUMPERS INC 12342 CORRIENTES ST PACOIMA, CA. 91331. CALIFORNIA LOS ANGELES COUNTY UNITED STATES. Full name of registrant(s) is (are) ALADIN JUMPERS INC 12342 CORRIENTES ST PACOIMA, CA. 91331 This Business is conducted by: A CORPORATION. Signed: ALADIN JUMPERS INC. DENIS SAUL SANDOVAL, CEO. This statement was filed with the County Clerk of Los Angeles County on 02/14/2025. The registrant(s) has (have) commenced to transact business under the fictitious business name or names listed above on 02/2009. NOTICE: This Fictitious Name Statement expires five years from the date it was filed in the office of the County Clerk. A new Fictitious Business Name Statement must be filed prior to that date. The filing of this statement does not of itself authorize the use in this state of a Fictitious Business Name in violation of the rights of another under federal, State, or common law (See section 14411 et seq. Business and Professions Code) Publish: ©Mountain Views News Dates Pub: FEB 01, 08,15,22, 2025 (16, 527, 192, 641)
notice-body: The following person(s) is (are) doing business as: THE B. SIDE 3817 E APT 1, LOS ANGELES, CA 90001. Full name of registrant(s) is (are) PATRICIA DEL CARMEN SCHEVERRIA MUNOZ, 15720 PERILLA AVE APT 1, PARAMOUNT, CA 90723. This Business is conducted by: AN INDIVIDUAL. Signed: PATRICIA DEL CARMEN ECHEVERRIA MUNOZ/ OWNER. This statement was filed with the County Clerk of Los Angeles County on 01/28/2025. The registrant(s) has (have) commenced to transact business under the fictitious business name or names listed above on 06/2025. NOTICE: This Fictitious Name Statement expires five years from the date it was filed in the office of the County Clerk. A new Fictitious Business Name Statement must be filed prior to that date. The filing of this statement does not of itself authorize the use in this state of a Fictitious Business Name in violation of the rights of another under federal, State, or common law (See section 14411 et seq. Business and Professions Code)Publish: Mountain Views News/TEC Dates Pub: FEB 15, 22, MAR 01, 08, 2025 (207, 1053, 382, 1168)
notice-heading: FICTITIOUS BUSINESS NAME STATEMENT File No. 2025021049 (397, 518, 571, 525)
notice-exclamation: NOTICE! (595, 276, 626, 285)
notice (397, 519, 572, 627)
notice-heading: FICTITIOUS BUSINESS NAME STATEMENT File No. 2025017746 (965, 228, 1140, 235)
notice-body: The following person(s) is (are) doing business as. (16, 1316, 136, 1322)
court-address-line-4: 111 N. HILL STREET (595, 697, 683, 708)
court-address-line-3: COUNTY OF LOS ANGELES (595, 686, 716, 696)
notice-heading: FICTITIOUS BUSINESS NAME STATEMENT File No. 2025023939 (16, 918, 191, 925)
notice-heading: FICTITIOUS BUSINESS NAME STATEMENT File No. 2025031617 (16, 94, 191, 100)
notice-heading: FICTITIOUS BUSINESS NAME STATEMENT File No. 2025-024360 (397, 135, 572, 149)
plaintiff-names: SARA GEPHART, an individual: and RENE URENO, an individual (595, 248, 804, 257)
notice-heading: FICTITIOUS BUSINESS NAME STATEMENT File No. 2025-003046 (207, 341, 382, 356)
notice-heading: FICTITIOUS BUSINESS NAME STATEMENT File No. 2025032049 (16, 385, 191, 392)
notice-heading: FICTITIOUS BUSINESS NAME STATEMENT File No. 2025017746 (965, 94, 1140, 100)
summons-spanish-paragraph-1: Tiene 30 DÍAS DE CALENDARIO después de que le entreguen esta citación y papeles legales para presentar una respuesta por escrito en esta corte y hacer que se entregue una copia al demandante. Una carta o una llamada telefónica no lo protegen. Su respuesta por escrito tiene que estar en formato legal correcto si desea que procesen su caso en la corte. Es posible que haya un formulario que usted pueda usar para su respuesta. Puede encontrar estos formularios de la corte y más información en el Centro de Ayuda de las Cortes de California (www.sucorte.ca.gov), en la biblioteca de leyes de su condado o en la corte que le quede más cerca. Si no puede pagar la cuota de presentación, pida al secretario de la corte que le dé un formulario de exención de pago de cuotas. Si no presenta su respuesta a tiempo, puede perder el caso por incumplimiento y la corte le podrá quitar su sueldo, dinero y bienes sin más advertencia. (595, 456, 940, 528)
notice (207, 1174, 382, 1282)
attorney-city: PASADENA, CA. 91101 (721, 791, 816, 802)
notice (965, 784, 1140, 913)
notice-heading: FILE NO. 2025-021114 STATEMENT OF ABANDONMENT OF USE OF FICTITIOUS BUSINESS NAME (397, 412, 572, 427)
notice-heading: FICTITIOUS BUSINESS NAME STATEMENT File No. 2025016679 (16, 520, 191, 527)
notice (965, 514, 1140, 643)
court-address-label: The name and address of the court is: (595, 640, 702, 650)
notice-body: The following person(s) is (are) doing business as: CLEANING DONE WELL DRYCLEANERS PERFECT DRY MASTERS LLC 1312 N. LAS PALMAS AVE. SUITE 2 LOS ANGELES, CA. 90028. CALIFORNIA LOS ANGELES COUNTY. Full name of registrant(s) is (are) CLEANING DONE WELL DRYCLEANERS 1312 N LAS PALMAS AVE SUITE 2 LOS ANGELES, CA. 90028. This Business is conducted by: A LIMITED LIABILITY COMPANY. Signed: CLEANING DONE WELL DRYCLEANERS LLC, JOSE MARQUEZ, MANAGER. This statement was filed with the County Clerk of Los Angeles County on 02/05/2025. The registrant(s) has (have) commenced to transact business under the fictitious business name or names listed above on 01/2025. NOTICE: This Fictitious Name Statement expires five years from the date it was filed in the office of the County Clerk. A new Fictitious Business Name Statement must be filed prior to that date. The filing of this statement does not of itself authorize the use in this state of a Fictitious Business Name in violation of the rights of another under federal, State, or common law (See section 14411 et seq. Business and Professions Code) Publish: ©Mountain Views News Dates Pub: FEB 01, 08,15,22, 2025 (965, 236, 1140, 371)
notice-body: The following person(s) is (are) doing business as: MM MARKETING & ADVERTISEMENT OF BEVERLY HILLS 1 12 CERRITOS DR. APT 207 GLENDALE, CA. 91206. CALIFORNIA LOS ANGELES COUNTY. Full name of registrant(s) is (are) MARINE VALERYEVICH MAGSAGHYAN 1146 E LEXINGTON DR APT 207 GLENDALE, CA. 91206. This Business is conducted by AN INDIVIDUAL. Signed: MARINE VALERYANI MAGSAGHYAN OWNER. This statement was filed with the County Clerk of Los Angeles County on 02/14/2025. The registrant(s) has (have) commenced to transact business under the fictitious business name or names listed above on 02/2025. NOTICE: This Fictitious Name Statement expires five years from the date it was filed in the office of the County Clerk. A new Fictitious Business Name Statement must be filed prior to that date. The filing of this statement does not of itself authorize the use in this state of a Fictitious Business Name in violation of the rights of another under federal, State, or common law (See section 14411 et seq. Business and Professions Code) Publish: ©Mountain Views News Dates Pub: FEB 01, 08,15,22, 2025 (16, 392, 192, 514)
column-2 (199, 94, 389, 1288)
notice (16, 1174, 192, 1304)
attorney-name: NOAH GREEN, ESQ. (725, 757, 813, 768)
notice-body: The following person(s) LIN THI KIEU LE, 3702 E. WASHINGTON BL, PASADENA, CA 91004, has/have abandoned the use of the fictitious business name: RITZ NAILS, 3702 E. WASHINGTON BL, PASADENA, CA 91004 The fictitious business name referred to above was filed on 01/31/2025, in the county of Los Angeles. The original file number of 2023-031140. The business was commenced by AN INDIVIDUAL. This statement was filed with the County Clerk of Los Angeles on 01/31/2025. The business information in this statement is true and correct. (A registrant who declares as true information which he or she knows to be false is guilty of a crime.) LAN THI KIEU LE/OWNER Publish: Mountain Views News Dates Pub: FEB 15, 22, MAR 01, 08, 2025 (397, 427, 572, 513)
notice-body: The following person(s) is (are) doing business as: PEEPS POOL SERVICE 11350 ACALA AVE SAN FERNANDO, CA. 91340. CALIFORNIA LOS ANGELES COUNTY. Full name of registrant(s) is (are) JOSE LOPEZ BERRERA 11350 ACALA AVE SAN FERNANDO, CA. 91340. This Business is conducted by: AN INDIVIDUAL. Signed: JOSE LOPEZ HERRERA OWNER. This statement was filed with the County Clerk of Los Angeles County on 02/14/2025. The registrant(s) has (have) commenced to transact business under the fictitious business name or names listed above on 02/2007. NOTICE: This Fictitious Name Statement expires five years from the date it was filed in the office of the County Clerk. A new Fictitious Business Name Statement must be filed prior to that date. The filing of this statement does not of itself authorize the use in this state of a Fictitious Business Name in violation of the rights of another under federal, State, or common law (See section 14411 et seq. Business and Professions Code) Publish: ©Mountain Views News Dates Pub: FEB 01, 08,15,22, 2025 (16, 655, 192, 769)
publish-dates: February 1, 8, 15, 22, 2025 (729, 828, 808, 838)
summons-paragraph-2: There are other legal requirements. You may want to call an attorney right away. If you do not know an attorney, you may want to call an attorney referral service. If you cannot afford an attorney, you may be eligible for free legal services from a nonprofit legal services program. You can locate these nonprofit groups at the California Legal Services Web site (www.lawhelpcalifornia.org), the California Courts Online Self-Help Center (www.courtinfo.ca.gov/selfhelp), or by contacting your local court or county bar association. NOTE: The court has a statutory lien for waived feeds and costs on any settlement or arbitration award of $10,000 or more in a civil case. The court's lien must be paid before the court will dismiss the case. (595, 366, 941, 429)
